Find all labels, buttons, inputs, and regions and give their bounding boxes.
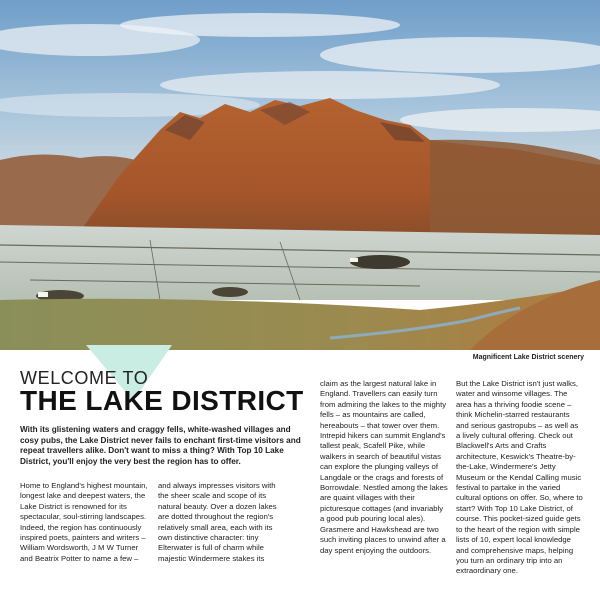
page-kicker: WELCOME TO bbox=[20, 368, 149, 388]
body-column-3 bbox=[320, 379, 448, 556]
intro-paragraph: With its glistening waters and craggy fells, white-washed villages and cosy pubs, the Lake District never fails to enchant first-time visitors and repeat travellers alike. Don't want to miss a thing? With Top 10 Lake District, you'll enjoy the very best the region has to offer. bbox=[20, 425, 301, 467]
body-paragraph: But the Lake District isn't just walks, water and winsome villages. The area has a thriving foodie scene – think Michelin-starred restaurants and serious gastropubs – as well as a lively cultural offering. Check out Blackwell's Arts and Crafts architecture, Keswick's Theatre-by-the-Lake, Windermere's Jetty Museum or the Kendal Calling music festival to partake in the varied cultural options on offer. So, where to start? With Top 10 Lake District, of course. This pocket-sized guide gets to the heart of the region with simple lists of 10, expert local knowledge and comprehensive maps, helping you turn an ordinary trip into an extraordinary one. bbox=[456, 379, 583, 576]
body-paragraph: Home to England's highest mountain, longest lake and deepest waters, the Lake District is renowned for its spectacular, soul-stirring landscapes. Indeed, the region has continuously inspired poets, painters and writers – William Wordsworth, J M W Turner and Beatrix Potter to name a few – bbox=[20, 481, 148, 563]
body-paragraph: and always impresses visitors with the sheer scale and scope of its natural beauty. Over a dozen lakes are dotted throughout the region's relatively small area, each with its own distinctive character: tiny Elterwater is full of charm while majestic Windermere stakes its bbox=[158, 481, 277, 563]
page-title: THE LAKE DISTRICT bbox=[20, 385, 304, 416]
body-column-4 bbox=[456, 379, 584, 577]
body-paragraph: claim as the largest natural lake in England. Travellers can easily turn from admiring the lakes to the mighty fells – as mountains are called, hereabouts – that tower over them. Intrepid hikers can summit England's tallest peak, Scafell Pike, while walkers in search of beautiful vistas can explore the plunging valleys of Langdale or the crags and forests of Borrowdale. Nestled among the lakes are quaint villages with their picturesque cottages (and invariably a good pub pouring local ales). Grasmere and Hawkshead are two such inviting places to unwind after a day spent enjoying the outdoors. bbox=[320, 379, 448, 555]
body-column-1 bbox=[20, 481, 148, 564]
body-column-2 bbox=[158, 481, 286, 564]
photo-caption: Magnificent Lake District scenery bbox=[472, 354, 584, 361]
